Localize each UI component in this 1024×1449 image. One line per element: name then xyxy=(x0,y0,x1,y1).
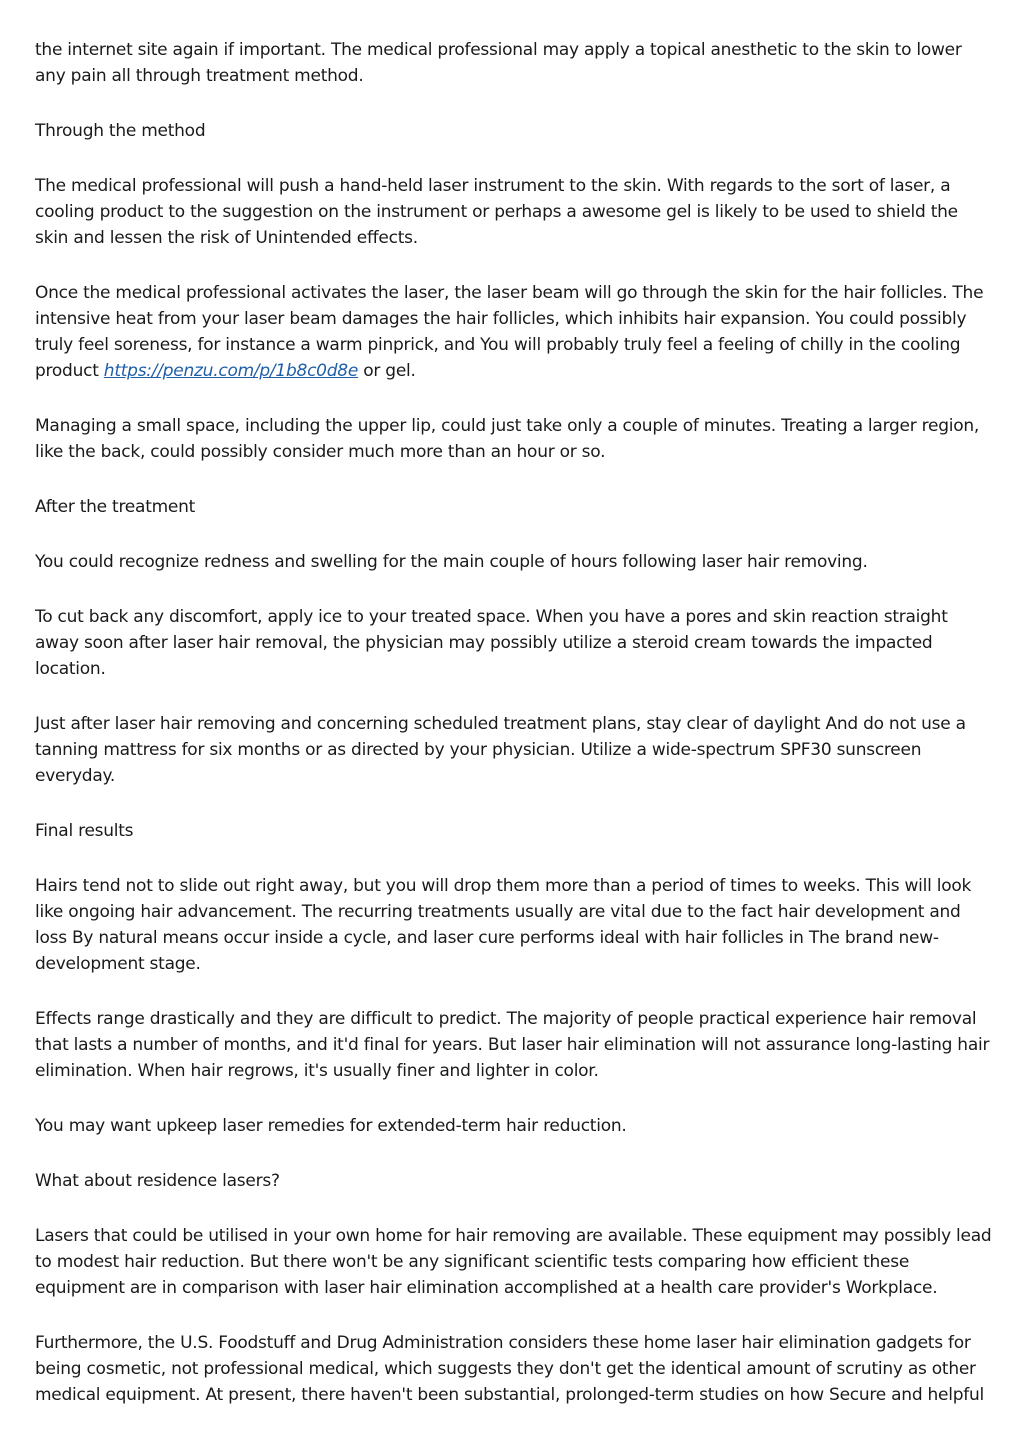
paragraph-laser-activation-text: Once the medical professional activates the laser, the laser beam will go through the skin for the hair follicles. The intensive heat from your laser beam damages the hair follicles, which inhibits hair expansion. You could possibly truly feel soreness, for instance a warm pinprick, and You will probably truly feel a feeling of chilly in the cooling product xyxy=(35,283,984,381)
paragraph-hand-held-laser: The medical professional will push a hand-held laser instrument to the skin. With regards to the sort of laser, a cooling product to the suggestion on the instrument or perhaps a awesome gel is likely to be used to shield the skin and lessen the risk of Unintended effects. xyxy=(35,176,958,248)
heading-residence-lasers: What about residence lasers? xyxy=(35,1171,280,1191)
paragraph-hair-shedding: Hairs tend not to slide out right away, but you will drop them more than a period of times to weeks. This will look like ongoing hair advancement. The recurring treatments usually are vital due to the fact hair development and loss By natural means occur inside a cycle, and laser cure performs ideal with hair follicles in The brand new-development stage. xyxy=(35,876,972,974)
paragraph-upkeep: You may want upkeep laser remedies for extended-term hair reduction. xyxy=(35,1116,627,1136)
paragraph-home-lasers: Lasers that could be utilised in your own home for hair removing are available. These equipment may possibly lead to modest hair reduction. But there won't be any significant scientific tests comparing how efficient these equipment are in comparison with laser hair elimination accomplished at a health care provider's Workplace. xyxy=(35,1226,992,1298)
penzu-link[interactable]: https://penzu.com/p/1b8c0d8e xyxy=(103,361,359,381)
paragraph-daylight: Just after laser hair removing and concerning scheduled treatment plans, stay clear of daylight And do not use a tanning mattress for six months or as directed by your physician. Utilize a wide-spectrum SPF30 sunscreen everyday. xyxy=(35,714,966,786)
paragraph-laser-activation xyxy=(35,280,995,384)
paragraph-discomfort: To cut back any discomfort, apply ice to your treated space. When you have a pores and skin reaction straight away soon after laser hair removal, the physician may possibly utilize a steroid cream towards the impacted location. xyxy=(35,607,948,679)
paragraph-treatment-duration: Managing a small space, including the upper lip, could just take only a couple of minutes. Treating a larger region, like the back, could possibly consider much more than an hour or so. xyxy=(35,416,980,462)
paragraph-laser-activation-tail: or gel. xyxy=(358,361,416,381)
paragraph-effects-range: Effects range drastically and they are difficult to predict. The majority of people practical experience hair removal that lasts a number of months, and it'd final for years. But laser hair elimination will not assurance long-lasting hair elimination. When hair regrows, it's usually finer and lighter in color. xyxy=(35,1009,990,1081)
heading-final-results: Final results xyxy=(35,821,134,841)
heading-after-the-treatment: After the treatment xyxy=(35,497,196,517)
heading-through-the-method: Through the method xyxy=(35,121,206,141)
paragraph-anesthetic: the internet site again if important. The medical professional may apply a topical anesthetic to the skin to lower any pain all through treatment method. xyxy=(35,40,962,86)
document-page xyxy=(35,37,995,1437)
paragraph-redness: You could recognize redness and swelling for the main couple of hours following laser hair removing. xyxy=(35,552,868,572)
paragraph-fda: Furthermore, the U.S. Foodstuff and Drug Administration considers these home laser hair elimination gadgets for being cosmetic, not professional medical, which suggests they don't get the identical amount of scrutiny as other medical equipment. At present, there haven't been substantial, prolonged-term studies on how Secure and helpful xyxy=(35,1333,984,1405)
